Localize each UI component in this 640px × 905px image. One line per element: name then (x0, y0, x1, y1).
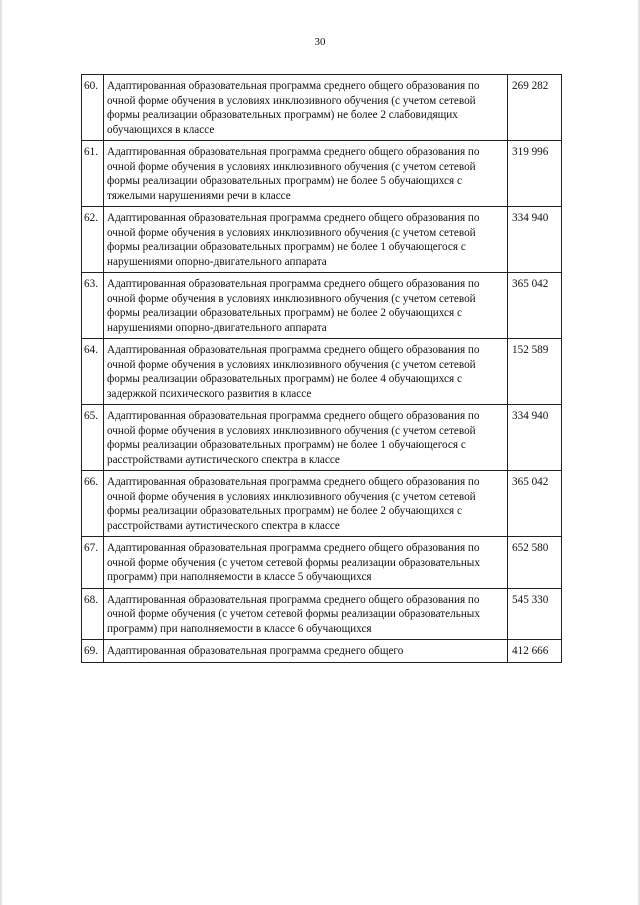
row-number: 65. (82, 405, 104, 471)
row-description: Адаптированная образовательная программа среднего общего образования по очной форме обучения в условиях инклюзивного обучения (с учетом сетевой формы реализации образовательных программ) не более 1 обучающегося с расстройствами аутистического спектра в классе (104, 405, 508, 471)
row-description: Адаптированная образовательная программа среднего общего образования по очной форме обучения в условиях инклюзивного обучения (с учетом сетевой формы реализации образовательных программ) не более 2 обучающихся с нарушениями опорно-двигательного аппарата (104, 273, 508, 339)
row-number: 66. (82, 471, 104, 537)
row-amount: 412 666 (508, 640, 562, 663)
row-amount: 365 042 (508, 471, 562, 537)
row-number: 62. (82, 207, 104, 273)
row-description: Адаптированная образовательная программа среднего общего образования по очной форме обучения (с учетом сетевой формы реализации образовательных программ) при наполняемости в классе 5 обучающихся (104, 537, 508, 589)
table-row (82, 339, 562, 405)
row-amount: 152 589 (508, 339, 562, 405)
row-description: Адаптированная образовательная программа среднего общего образования по очной форме обучения в условиях инклюзивного обучения (с учетом сетевой формы реализации образовательных программ) не более 2 обучающихся с расстройствами аутистического спектра в классе (104, 471, 508, 537)
row-number: 69. (82, 640, 104, 663)
row-number: 63. (82, 273, 104, 339)
row-number: 61. (82, 141, 104, 207)
row-description: Адаптированная образовательная программа среднего общего образования по очной форме обучения в условиях инклюзивного обучения (с учетом сетевой формы реализации образовательных программ) не более 1 обучающегося с нарушениями опорно-двигательного аппарата (104, 207, 508, 273)
row-amount: 319 996 (508, 141, 562, 207)
row-description: Адаптированная образовательная программа среднего общего (104, 640, 508, 663)
row-description: Адаптированная образовательная программа среднего общего образования по очной форме обучения в условиях инклюзивного обучения (с учетом сетевой формы реализации образовательных программ) не более 5 обучающихся с тяжелыми нарушениями речи в классе (104, 141, 508, 207)
row-number: 64. (82, 339, 104, 405)
table-row (82, 640, 562, 663)
page-number: 30 (314, 36, 326, 48)
table-row (82, 471, 562, 537)
row-amount: 545 330 (508, 588, 562, 640)
row-description: Адаптированная образовательная программа среднего общего образования по очной форме обучения в условиях инклюзивного обучения (с учетом сетевой формы реализации образовательных программ) не более 2 слабовидящих обучающихся в классе (104, 75, 508, 141)
table-row (82, 405, 562, 471)
row-number: 67. (82, 537, 104, 589)
table-row (82, 75, 562, 141)
table-row (82, 207, 562, 273)
row-amount: 334 940 (508, 405, 562, 471)
row-description: Адаптированная образовательная программа среднего общего образования по очной форме обучения (с учетом сетевой формы реализации образовательных программ) при наполняемости в классе 6 обучающихся (104, 588, 508, 640)
tariff-table (81, 74, 562, 663)
row-number: 60. (82, 75, 104, 141)
row-amount: 269 282 (508, 75, 562, 141)
row-amount: 334 940 (508, 207, 562, 273)
table-row (82, 588, 562, 640)
row-description: Адаптированная образовательная программа среднего общего образования по очной форме обучения в условиях инклюзивного обучения (с учетом сетевой формы реализации образовательных программ) не более 4 обучающихся с задержкой психического развития в классе (104, 339, 508, 405)
row-amount: 652 580 (508, 537, 562, 589)
table-row (82, 273, 562, 339)
scan-left-edge (0, 0, 3, 905)
row-number: 68. (82, 588, 104, 640)
row-amount: 365 042 (508, 273, 562, 339)
table-row (82, 537, 562, 589)
table-row (82, 141, 562, 207)
